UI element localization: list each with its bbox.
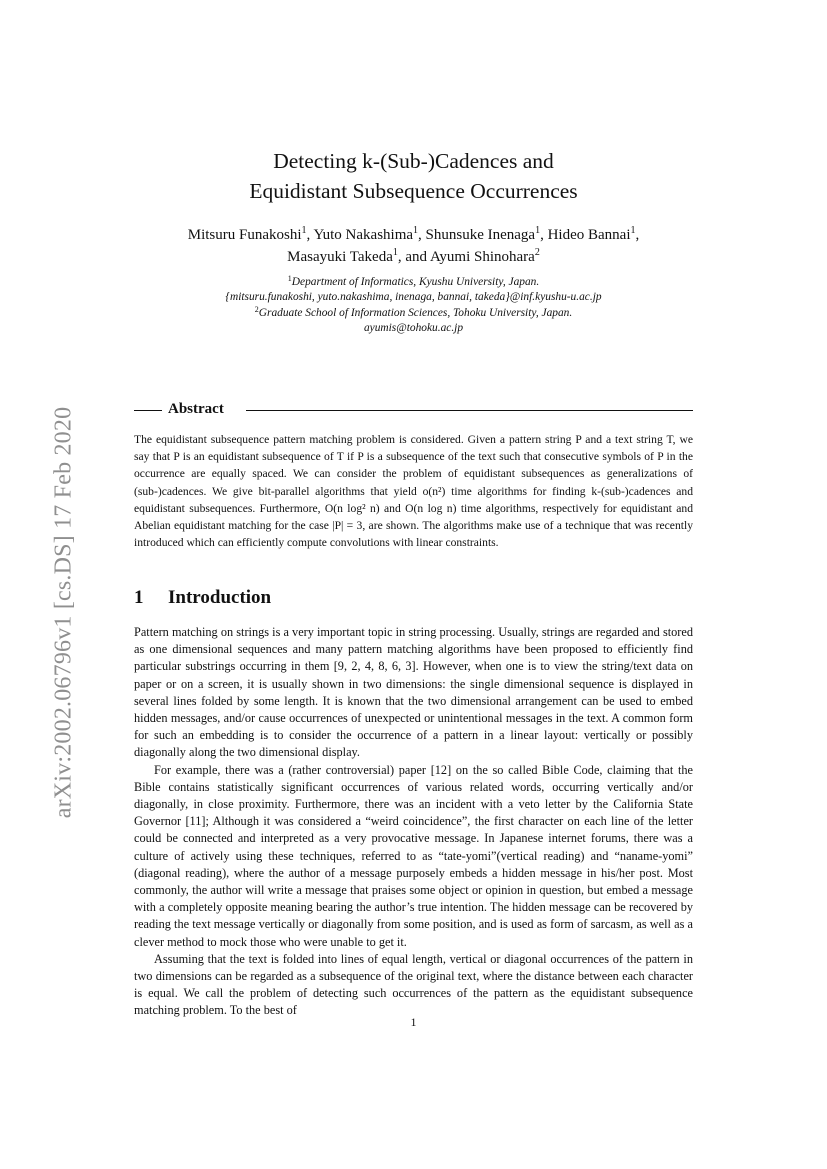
page-number: 1: [410, 1015, 417, 1029]
author-separator: , and: [397, 249, 430, 265]
author-affiliation-mark: 2: [534, 247, 540, 258]
author-separator: ,: [306, 227, 314, 243]
author-name: Hideo Bannai: [547, 227, 631, 243]
author-line-1: [0, 224, 827, 246]
abstract-heading: Abstract: [168, 401, 224, 417]
affiliation-1-emails: {mitsuru.funakoshi, yuto.nakashima, inenaga, bannai, takeda}@inf.kyushu-u.ac.jp: [225, 291, 602, 304]
title-line-2: Equidistant Subsequence Occurrences: [249, 179, 578, 203]
body-paragraph: Assuming that the text is folded into lines of equal length, vertical or diagonal occurrences of the pattern in two dimensions can be regarded as a subsequence of the original text, where the distance between each character is equal. We call the problem of detecting such occurrences of the pattern as the equidistant subsequence matching problem. To the best of: [134, 951, 693, 1018]
abstract-paragraph: The equidistant subsequence pattern matching problem is considered. Given a pattern string P and a text string T, we say that P is an equidistant subsequence of T if P is a subsequence of the text such that consecutive symbols of P in the occurrence are equally spaced. We can consider the problem of equidistant subsequences as generalizations of (sub-)cadences. We give bit-parallel algorithms that yield o(n²) time algorithms for finding k-(sub-)cadences and equidistant subsequences. Furthermore, O(n log² n) and O(n log n) time algorithms, respectively for equidistant and Abelian equidistant matching for the case |P| = 3, are shown. The algorithms make use of a technique that was recently introduced which can efficiently compute convolutions with linear constraints.: [134, 433, 693, 550]
affiliation-mark: 2: [254, 304, 259, 314]
abstract-body: [134, 431, 693, 551]
affiliation-1: [0, 275, 827, 290]
section-heading: [134, 586, 271, 610]
section-number: 1: [134, 587, 144, 608]
author-name: Ayumi Shinohara: [429, 249, 535, 265]
author-name: Yuto Nakashima: [313, 227, 414, 243]
affiliation-mark: 1: [287, 274, 292, 283]
abstract-rule-left: [134, 410, 162, 411]
arxiv-identifier-stamp: [36, 362, 92, 862]
affiliations: [0, 275, 827, 337]
abstract-rule-right: [246, 410, 693, 411]
affiliation-2-text: Graduate School of Information Sciences, Tohoku University, Japan.: [258, 306, 573, 319]
author-line-2: [0, 246, 827, 268]
introduction-body: [134, 624, 693, 1020]
author-affiliation-mark: 1: [392, 247, 398, 258]
section-title: Introduction: [168, 587, 272, 608]
body-paragraph: For example, there was a (rather controversial) paper [12] on the so called Bible Code, claiming that the Bible contains statistically significant occurrences of various related words, occurring vertically and/or diagonally, in close proximity. Furthermore, there was an incident with a veto letter by the California State Governor [11]; Although it was considered a “weird coincidence”, the first character on each line of the letter could be connected and interpreted as a very provocative message. In Japanese internet forums, there was a culture of actively using these techniques, referred to as “tate-yomi”(vertical reading) and “naname-yomi” (diagonal reading), where the author of a message purposely embeds a hidden message in his/her post. Most commonly, the author will write a message that praises some object or opinion in question, but embed a message with a completely opposite meaning bearing the author’s true intention. The hidden message can be recovered by reading the text message vertically or diagonally from some position, and is used as form of sarcasm, as well as a clever method to mock those who were unable to get it.: [134, 762, 693, 949]
author-name: Mitsuru Funakoshi: [187, 227, 302, 243]
author-name: Shunsuke Inenaga: [425, 227, 536, 243]
arxiv-identifier-text: arXiv:2002.06796v1 [cs.DS] 17 Feb 2020: [50, 406, 77, 818]
author-separator: ,: [540, 227, 548, 243]
author-affiliation-mark: 1: [413, 225, 419, 236]
author-affiliation-mark: 1: [535, 225, 541, 236]
title-line-1: Detecting k-(Sub-)Cadences and: [273, 149, 554, 173]
author-list: [0, 224, 827, 268]
author-affiliation-mark: 1: [630, 225, 636, 236]
paper-title: [0, 146, 827, 206]
affiliation-2-email: ayumis@tohoku.ac.jp: [363, 322, 464, 335]
author-affiliation-mark: 1: [301, 225, 307, 236]
author-separator: ,: [635, 227, 640, 243]
author-separator: ,: [418, 227, 426, 243]
body-paragraph: Pattern matching on strings is a very important topic in string processing. Usually, strings are regarded and stored as one dimensional sequences and many pattern matching algorithms have been proposed to efficiently find particular substrings occurring in them [9, 2, 4, 8, 6, 3]. However, when one is to view the string/text data on paper or on a screen, it is usually shown in two dimensions: the single dimensional sequence is displayed in several lines folded by some length. It is known that the two dimensional arrangement can be used to embed hidden messages, and/or cause occurrences of unexpected or unintentional messages in the text. A common form for such an embedding is to consider the occurrence of a pattern in a linear layout: vertically or possibly diagonally along the two dimensional display.: [134, 625, 693, 760]
affiliation-1-text: Department of Informatics, Kyushu University, Japan.: [291, 276, 540, 288]
author-name: Masayuki Takeda: [287, 249, 393, 265]
affiliation-2: [0, 306, 827, 321]
